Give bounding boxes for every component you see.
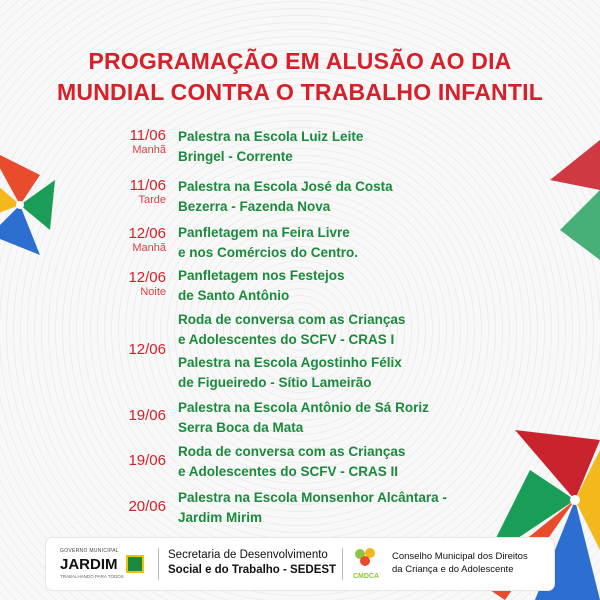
schedule-date: 12/06 <box>128 341 166 358</box>
schedule-description: Roda de conversa com as Crianças e Adolescentes do SCFV - CRAS I Palestra na Escola Agostinho Félix de Figueiredo - Sítio Lameirão <box>178 312 406 390</box>
divider <box>158 548 159 580</box>
jardim-wordmark: JARDIM <box>60 556 118 573</box>
schedule-period: Manhã <box>132 144 166 156</box>
schedule-date: 19/06 <box>128 407 166 424</box>
schedule-period: Noite <box>140 286 166 298</box>
cmdca-label: CMDCA <box>352 573 380 580</box>
pinwheel-left-icon <box>0 150 60 260</box>
schedule-item <box>100 442 520 486</box>
flag-icon <box>126 555 144 573</box>
schedule-date: 11/06 Manhã <box>100 127 166 156</box>
schedule-description: Palestra na Escola José da Costa Bezerra - Fazenda Nova <box>178 179 393 214</box>
jardim-tagline: TRABALHANDO PARA TODOS <box>60 574 124 579</box>
sedest-label: Secretaria de Desenvolvimento Social e do Trabalho - SEDEST <box>168 549 337 576</box>
schedule-description: Panfletagem na Feira Livre e nos Comércios do Centro. <box>178 225 359 260</box>
schedule-item <box>100 398 520 442</box>
title-line-1: PROGRAMAÇÃO EM ALUSÃO AO DIA <box>88 48 512 74</box>
cmdca-logo-icon <box>348 544 384 584</box>
jardim-logo <box>60 546 152 582</box>
schedule-period: Manhã <box>132 242 166 254</box>
schedule-date: 12/06 Noite <box>100 269 166 298</box>
cmdca-label-text: Conselho Municipal dos Direitos da Criança e do Adolescente <box>392 551 528 575</box>
schedule-item <box>100 223 520 267</box>
schedule-date: 11/06 Tarde <box>100 177 166 206</box>
schedule-date: 19/06 <box>128 452 166 469</box>
divider <box>342 548 343 580</box>
schedule-period: Tarde <box>138 194 166 206</box>
page-title <box>20 46 580 108</box>
schedule-description: Panfletagem nos Festejos de Santo Antônio <box>178 268 345 303</box>
schedule-description: Palestra na Escola Luiz Leite Bringel - Corrente <box>178 129 364 164</box>
schedule-description: Roda de conversa com as Crianças e Adolescentes do SCFV - CRAS II <box>178 444 406 479</box>
jardim-subtitle: GOVERNO MUNICIPAL <box>60 548 119 554</box>
schedule-item <box>100 488 520 532</box>
schedule-date: 20/06 <box>128 498 166 515</box>
schedule-item <box>100 310 520 390</box>
schedule-item <box>100 266 520 310</box>
schedule-item <box>100 127 520 171</box>
footer-logos <box>46 538 554 590</box>
schedule-description: Palestra na Escola Monsenhor Alcântara - Jardim Mirim <box>178 490 447 525</box>
schedule-item <box>100 177 520 221</box>
schedule-description: Palestra na Escola Antônio de Sá Roriz Serra Boca da Mata <box>178 400 429 435</box>
pinwheel-top-right-icon <box>530 120 600 260</box>
schedule-date: 12/06 Manhã <box>100 225 166 254</box>
title-line-2: MUNDIAL CONTRA O TRABALHO INFANTIL <box>57 79 543 105</box>
